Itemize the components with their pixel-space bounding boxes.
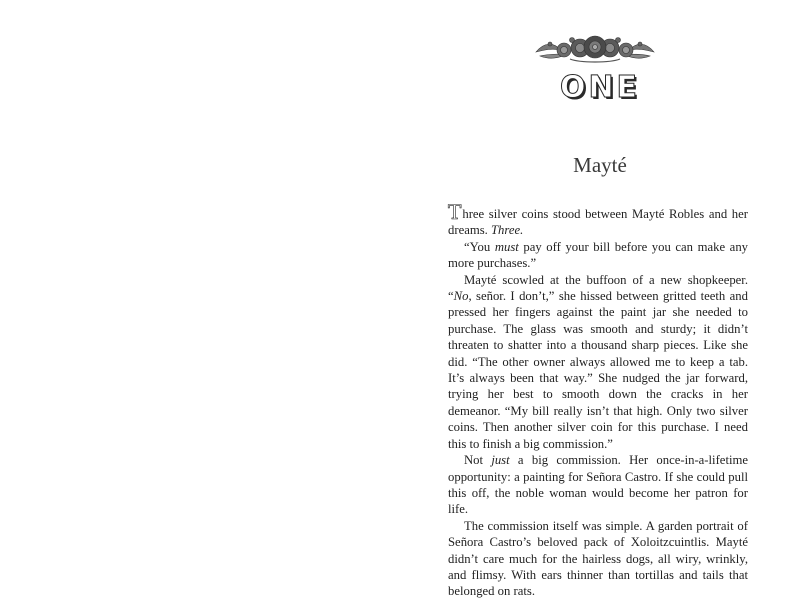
paragraph-text: The commission itself was simple. A garden portrait of Señora Castro’s beloved pack of Xoloitzcuintlis. Mayté didn’t care much for the hairless dogs, all wiry, wrinkly, and flimsy. With ears thinner than tortillas and tails that belonged on rats.	[448, 518, 748, 599]
chapter-number: ONE	[559, 70, 641, 105]
body-paragraph	[448, 272, 748, 452]
paragraph-text: , señor. I don’t,” she hissed between gritted teeth and pressed her fingers against the paint jar she needed to purchase. The glass was smooth and sturdy; it didn’t threaten to shatter into a thousand sharp pieces. Like she did. “The other owner always allowed me to keep a tab. It’s always been that way.” She nudged the jar forward, trying her best to smooth down the cracks in her demeanor. “My bill really isn’t that high. Only two silver coins. Then another silver coin for this purchase. I need this to finish a big commission.”	[448, 289, 748, 451]
right-page	[400, 0, 800, 600]
drop-cap: T	[448, 200, 462, 224]
emphasis-text: must	[494, 239, 519, 254]
paragraph-text: Mayté scowled at the buffoon of a new shopkeeper. “	[448, 272, 748, 304]
emphasis-text: just	[491, 453, 510, 468]
paragraph-text: hree silver coins stood between Mayté Robles and her dreams.	[448, 207, 748, 238]
paragraph-text: Not	[464, 453, 492, 468]
chapter-title: Mayté	[573, 153, 627, 177]
chapter-body	[448, 200, 749, 600]
body-paragraph	[448, 452, 748, 518]
floral-ornament-icon	[530, 32, 660, 66]
body-paragraph	[448, 200, 748, 239]
body-paragraph	[448, 239, 748, 272]
emphasis-text: Three.	[490, 223, 524, 238]
body-paragraph	[448, 518, 748, 600]
paragraph-text: a big commission. Her once-in-a-lifetime opportunity: a painting for Señora Castro. If she could pull this off, the noble woman would become her patron for life.	[448, 453, 748, 517]
paragraph-text: pay off your bill before you can make any more purchases.”	[448, 239, 749, 271]
paragraph-text: “You	[464, 239, 495, 254]
emphasis-text: No	[453, 289, 469, 304]
